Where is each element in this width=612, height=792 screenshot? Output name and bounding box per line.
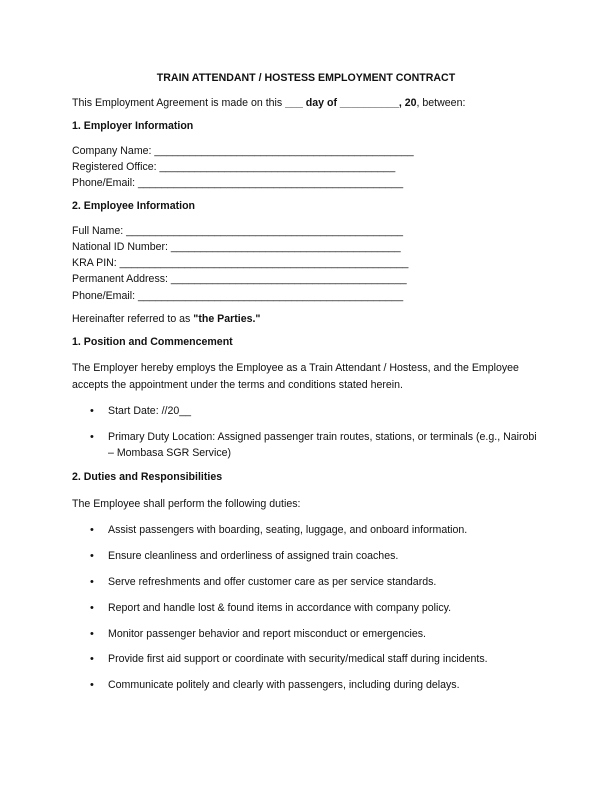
intro-date-blank: ___ day of __________, 20 bbox=[285, 97, 417, 110]
position-heading: 1. Position and Commencement bbox=[72, 336, 233, 349]
employee-heading: 2. Employee Information bbox=[72, 200, 196, 213]
document-title: TRAIN ATTENDANT / HOSTESS EMPLOYMENT CONTRACT bbox=[156, 72, 456, 84]
duties-paragraph: The Employee shall perform the following duties: bbox=[72, 497, 301, 510]
duties-heading: 2. Duties and Responsibilities bbox=[72, 471, 223, 484]
position-bullets bbox=[72, 403, 540, 462]
list-item: • Communicate politely and clearly with passengers, including during delays. bbox=[108, 677, 540, 693]
employer-phone-email-field: Phone/Email: _____________________________________________ bbox=[72, 177, 404, 190]
parties-paragraph bbox=[72, 313, 540, 326]
employee-phone-email-field: Phone/Email: _____________________________________________ bbox=[72, 289, 404, 302]
company-name-field: Company Name: ____________________________________________ bbox=[72, 144, 414, 157]
kra-pin-field: KRA PIN: _________________________________________________ bbox=[72, 257, 409, 270]
intro-prefix: This Employment Agreement is made on this bbox=[72, 97, 286, 110]
position-paragraph: The Employer hereby employs the Employee as a Train Attendant / Hostess, and the Employee accepts the appointment under the terms and conditions stated herein. bbox=[72, 362, 519, 391]
duties-bullets bbox=[72, 522, 540, 694]
employer-fields bbox=[72, 145, 540, 191]
parties-bold: "the Parties." bbox=[193, 312, 261, 325]
permanent-address-field: Permanent Address: ________________________________________ bbox=[72, 273, 407, 286]
parties-prefix: Hereinafter referred to as bbox=[72, 312, 194, 325]
list-item: • Serve refreshments and offer customer care as per service standards. bbox=[108, 574, 540, 590]
intro-paragraph bbox=[72, 97, 540, 110]
list-item: • Assist passengers with boarding, seating, luggage, and onboard information. bbox=[108, 522, 540, 538]
list-item: • Provide first aid support or coordinate with security/medical staff during incidents. bbox=[108, 651, 540, 667]
employee-fields bbox=[72, 225, 540, 303]
list-item: • Ensure cleanliness and orderliness of assigned train coaches. bbox=[108, 548, 540, 564]
list-item: • Report and handle lost & found items in accordance with company policy. bbox=[108, 600, 540, 616]
national-id-field: National ID Number: _______________________________________ bbox=[72, 240, 401, 253]
full-name-field: Full Name: _______________________________________________ bbox=[72, 224, 404, 237]
registered-office-field: Registered Office: ________________________________________ bbox=[72, 160, 396, 173]
duty-location-item: • Primary Duty Location: Assigned passenger train routes, stations, or terminals (e.g., Nairobi – Mombasa SGR Service) bbox=[108, 429, 540, 462]
list-item: • Monitor passenger behavior and report misconduct or emergencies. bbox=[108, 626, 540, 642]
employer-heading: 1. Employer Information bbox=[72, 120, 194, 133]
intro-suffix: , between: bbox=[416, 97, 466, 110]
start-date-item: • Start Date: //20__ bbox=[108, 403, 540, 419]
